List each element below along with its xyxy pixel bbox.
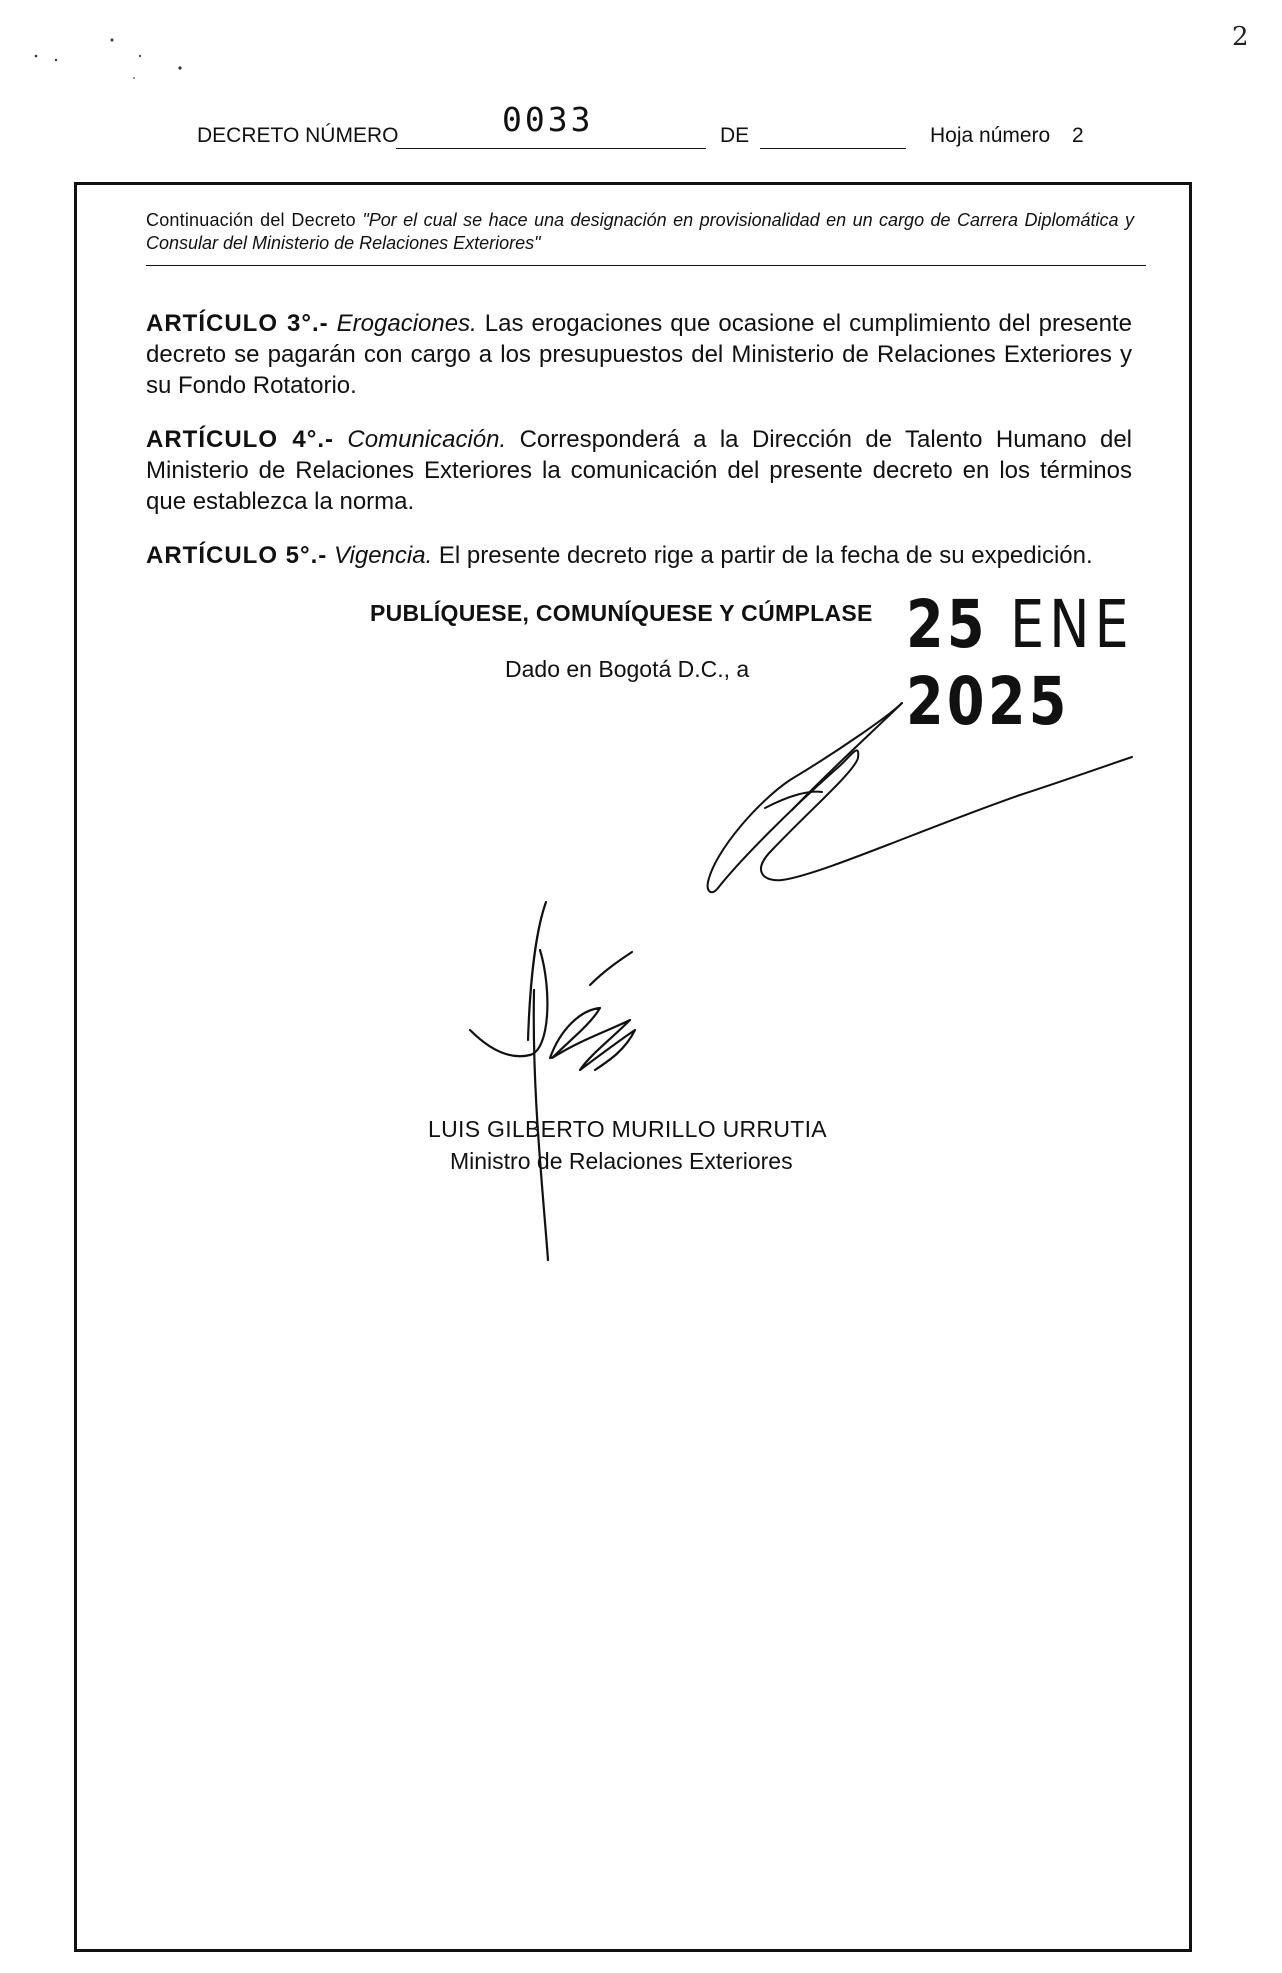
decreto-label: DECRETO NÚMERO <box>197 124 399 147</box>
continuation-rule <box>146 265 1146 266</box>
article-number: ARTÍCULO 3°.- <box>146 310 329 337</box>
article-text: Las erogaciones que ocasione el cumplimiento del presente decreto se pagarán con cargo a los presupuestos del Ministerio de Relaciones Exteriores y su Fondo Rotatorio. <box>146 310 1133 399</box>
stamp-month: ENE <box>1010 586 1134 663</box>
de-label: DE <box>720 124 750 147</box>
article-title: Erogaciones. <box>336 310 477 337</box>
article-5 <box>146 540 1132 571</box>
continuation-label: Continuación del Decreto <box>146 210 356 230</box>
decree-header <box>0 98 1282 158</box>
dado-en-bogota: Dado en Bogotá D.C., a <box>505 656 750 682</box>
article-3 <box>146 308 1132 401</box>
article-text: Corresponderá a la Dirección de Talento Humano del Ministerio de Relaciones Exteriores la comunicación del presente decreto en los términos que establezca la norma. <box>146 426 1133 515</box>
decreto-number: 0033 <box>502 100 594 139</box>
article-title: Vigencia. <box>333 542 433 569</box>
hoja-number: 2 <box>1072 124 1084 147</box>
de-line <box>760 148 906 149</box>
stamp-day: 25 <box>906 586 988 663</box>
publiquese-line: PUBLÍQUESE, COMUNÍQUESE Y CÚMPLASE <box>370 600 873 626</box>
minister-signature <box>460 700 1140 920</box>
article-4 <box>146 424 1132 517</box>
signatory-role: Ministro de Relaciones Exteriores <box>450 1148 793 1174</box>
article-number: ARTÍCULO 5°.- <box>146 542 328 569</box>
corner-page-mark: 2 <box>1232 22 1249 52</box>
article-number: ARTÍCULO 4°.- <box>146 426 334 453</box>
luis-murillo-signature <box>440 890 720 1270</box>
article-text: El presente decreto rige a partir de la fecha de su expedición. <box>438 542 1093 569</box>
decreto-number-line <box>396 148 706 149</box>
article-title: Comunicación. <box>347 426 507 453</box>
stamp-year: 2025 <box>906 663 1070 740</box>
continuation-title: "Por el cual se hace una designación en provisionalidad en un cargo de Carrera Diplomática y Consular del Ministerio de Relaciones Exteriores" <box>146 210 1134 253</box>
scan-specks <box>30 30 210 90</box>
signatory-name: LUIS GILBERTO MURILLO URRUTIA <box>428 1116 827 1142</box>
hoja-label: Hoja número <box>930 124 1051 147</box>
continuation-note <box>146 209 1134 255</box>
